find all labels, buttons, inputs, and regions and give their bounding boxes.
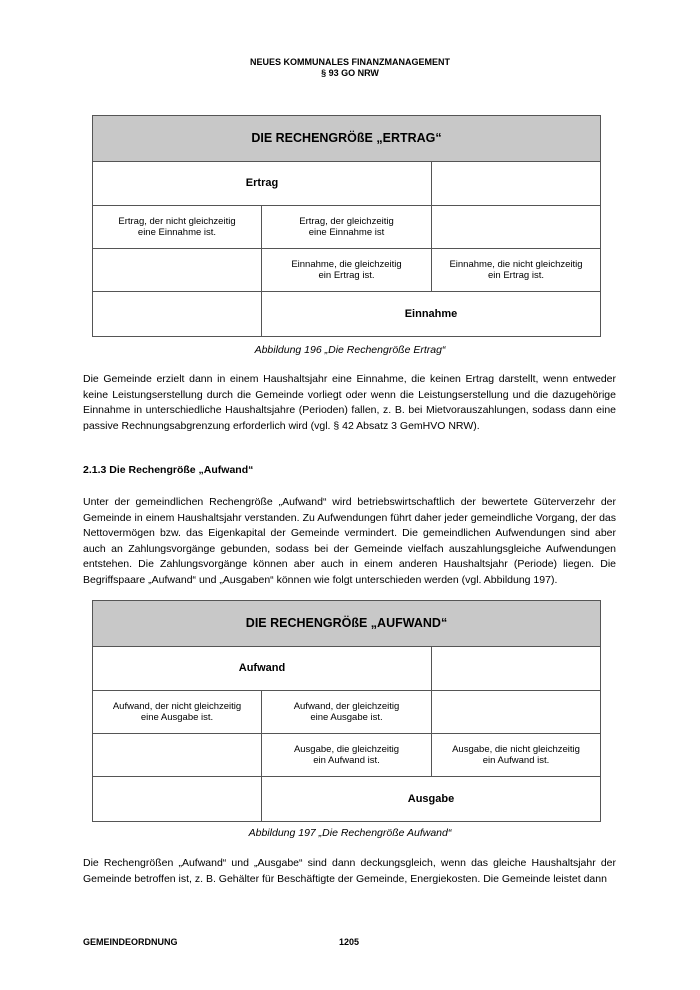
figure-caption-197: Abbildung 197 „Die Rechengröße Aufwand“: [248, 827, 452, 839]
aufwand-table: [92, 600, 601, 822]
ertrag-not-einnahme-cell: Ertrag, der nicht gleichzeitig eine Einnahme ist.: [93, 206, 262, 249]
page-number: 1205: [339, 937, 360, 947]
empty-cell: [432, 206, 601, 249]
einnahme-label: Einnahme: [262, 292, 601, 337]
empty-cell: [93, 292, 262, 337]
aufwand-not-ausgabe-cell: Aufwand, der nicht gleichzeitig eine Ausgabe ist.: [93, 691, 262, 734]
paragraph-deckungsgleich: Die Rechengrößen „Aufwand“ und „Ausgabe“ sind dann deckungsgleich, wenn das gleiche Haushaltsjahr der Gemeinde betroffen ist, z. B. Gehälter für Beschäftigte der Gemeinde, Energiekosten. Die Gemeinde leistet dann: [83, 857, 616, 885]
ertrag-is-einnahme-cell: Ertrag, der gleichzeitig eine Einnahme ist: [262, 206, 432, 249]
figure-caption-196: Abbildung 196 „Die Rechengröße Ertrag“: [254, 344, 446, 356]
empty-cell: [432, 162, 601, 206]
aufwand-label: Aufwand: [93, 647, 432, 691]
paragraph-einnahme: Die Gemeinde erzielt dann in einem Haushaltsjahr eine Einnahme, die keinen Ertrag darstellt, wenn entweder keine Leistungserstellung durch die Gemeinde vorliegt oder wenn die Leistungserstellung und die dazugehörige Einnahme in unterschiedliche Haushaltsjahre (Perioden) fallen, z. B. bei Mietvorauszahlungen, sodass dann eine passive Rechnungsabgrenzung erforderlich wird (vgl. § 42 Absatz 3 GemHVO NRW).: [83, 373, 616, 432]
header-line-2: § 93 GO NRW: [321, 68, 379, 78]
einnahme-is-ertrag-cell: Einnahme, die gleichzeitig ein Ertrag ist.: [262, 249, 432, 292]
footer-title: GEMEINDEORDNUNG: [83, 937, 178, 947]
paragraph-aufwand: Unter der gemeindlichen Rechengröße „Aufwand“ wird betriebswirtschaftlich der bewertete Güterverzehr der Gemeinde in einem Haushaltsjahr verstanden. Zu Aufwendungen führt daher jeder gemeindliche Vorgang, der das Nettovermögen bzw. das Eigenkapital der Gemeinde vermindert. Die gemeindlichen Aufwendungen sind aber auch an Zahlungsvorgänge gebunden, sodass bei der Gemeinde vielfach auszahlungsgleiche Aufwendungen entstehen. Die Zahlungsvorgänge können aber auch in einem anderen Haushaltsjahr (Periode) liegen. Die Begriffspaare „Aufwand“ und „Ausgaben“ können wie folgt unterschieden werden (vgl. Abbildung 197).: [83, 496, 616, 586]
einnahme-not-ertrag-cell: Einnahme, die nicht gleichzeitig ein Ertrag ist.: [432, 249, 601, 292]
ausgabe-is-aufwand-cell: Ausgabe, die gleichzeitig ein Aufwand ist.: [262, 734, 432, 777]
empty-cell: [432, 691, 601, 734]
empty-cell: [93, 249, 262, 292]
ausgabe-not-aufwand-cell: Ausgabe, die nicht gleichzeitig ein Aufwand ist.: [432, 734, 601, 777]
empty-cell: [93, 777, 262, 822]
aufwand-is-ausgabe-cell: Aufwand, der gleichzeitig eine Ausgabe ist.: [262, 691, 432, 734]
ertrag-table-title: DIE RECHENGRÖßE „ERTRAG“: [93, 116, 601, 162]
aufwand-table-title: DIE RECHENGRÖßE „AUFWAND“: [93, 601, 601, 647]
section-heading-aufwand: 2.1.3 Die Rechengröße „Aufwand“: [83, 464, 254, 476]
header-line-1: NEUES KOMMUNALES FINANZMANAGEMENT: [250, 57, 450, 67]
empty-cell: [93, 734, 262, 777]
ertrag-table: [92, 115, 601, 337]
empty-cell: [432, 647, 601, 691]
page-header: [0, 57, 700, 79]
ausgabe-label: Ausgabe: [262, 777, 601, 822]
ertrag-label: Ertrag: [93, 162, 432, 206]
